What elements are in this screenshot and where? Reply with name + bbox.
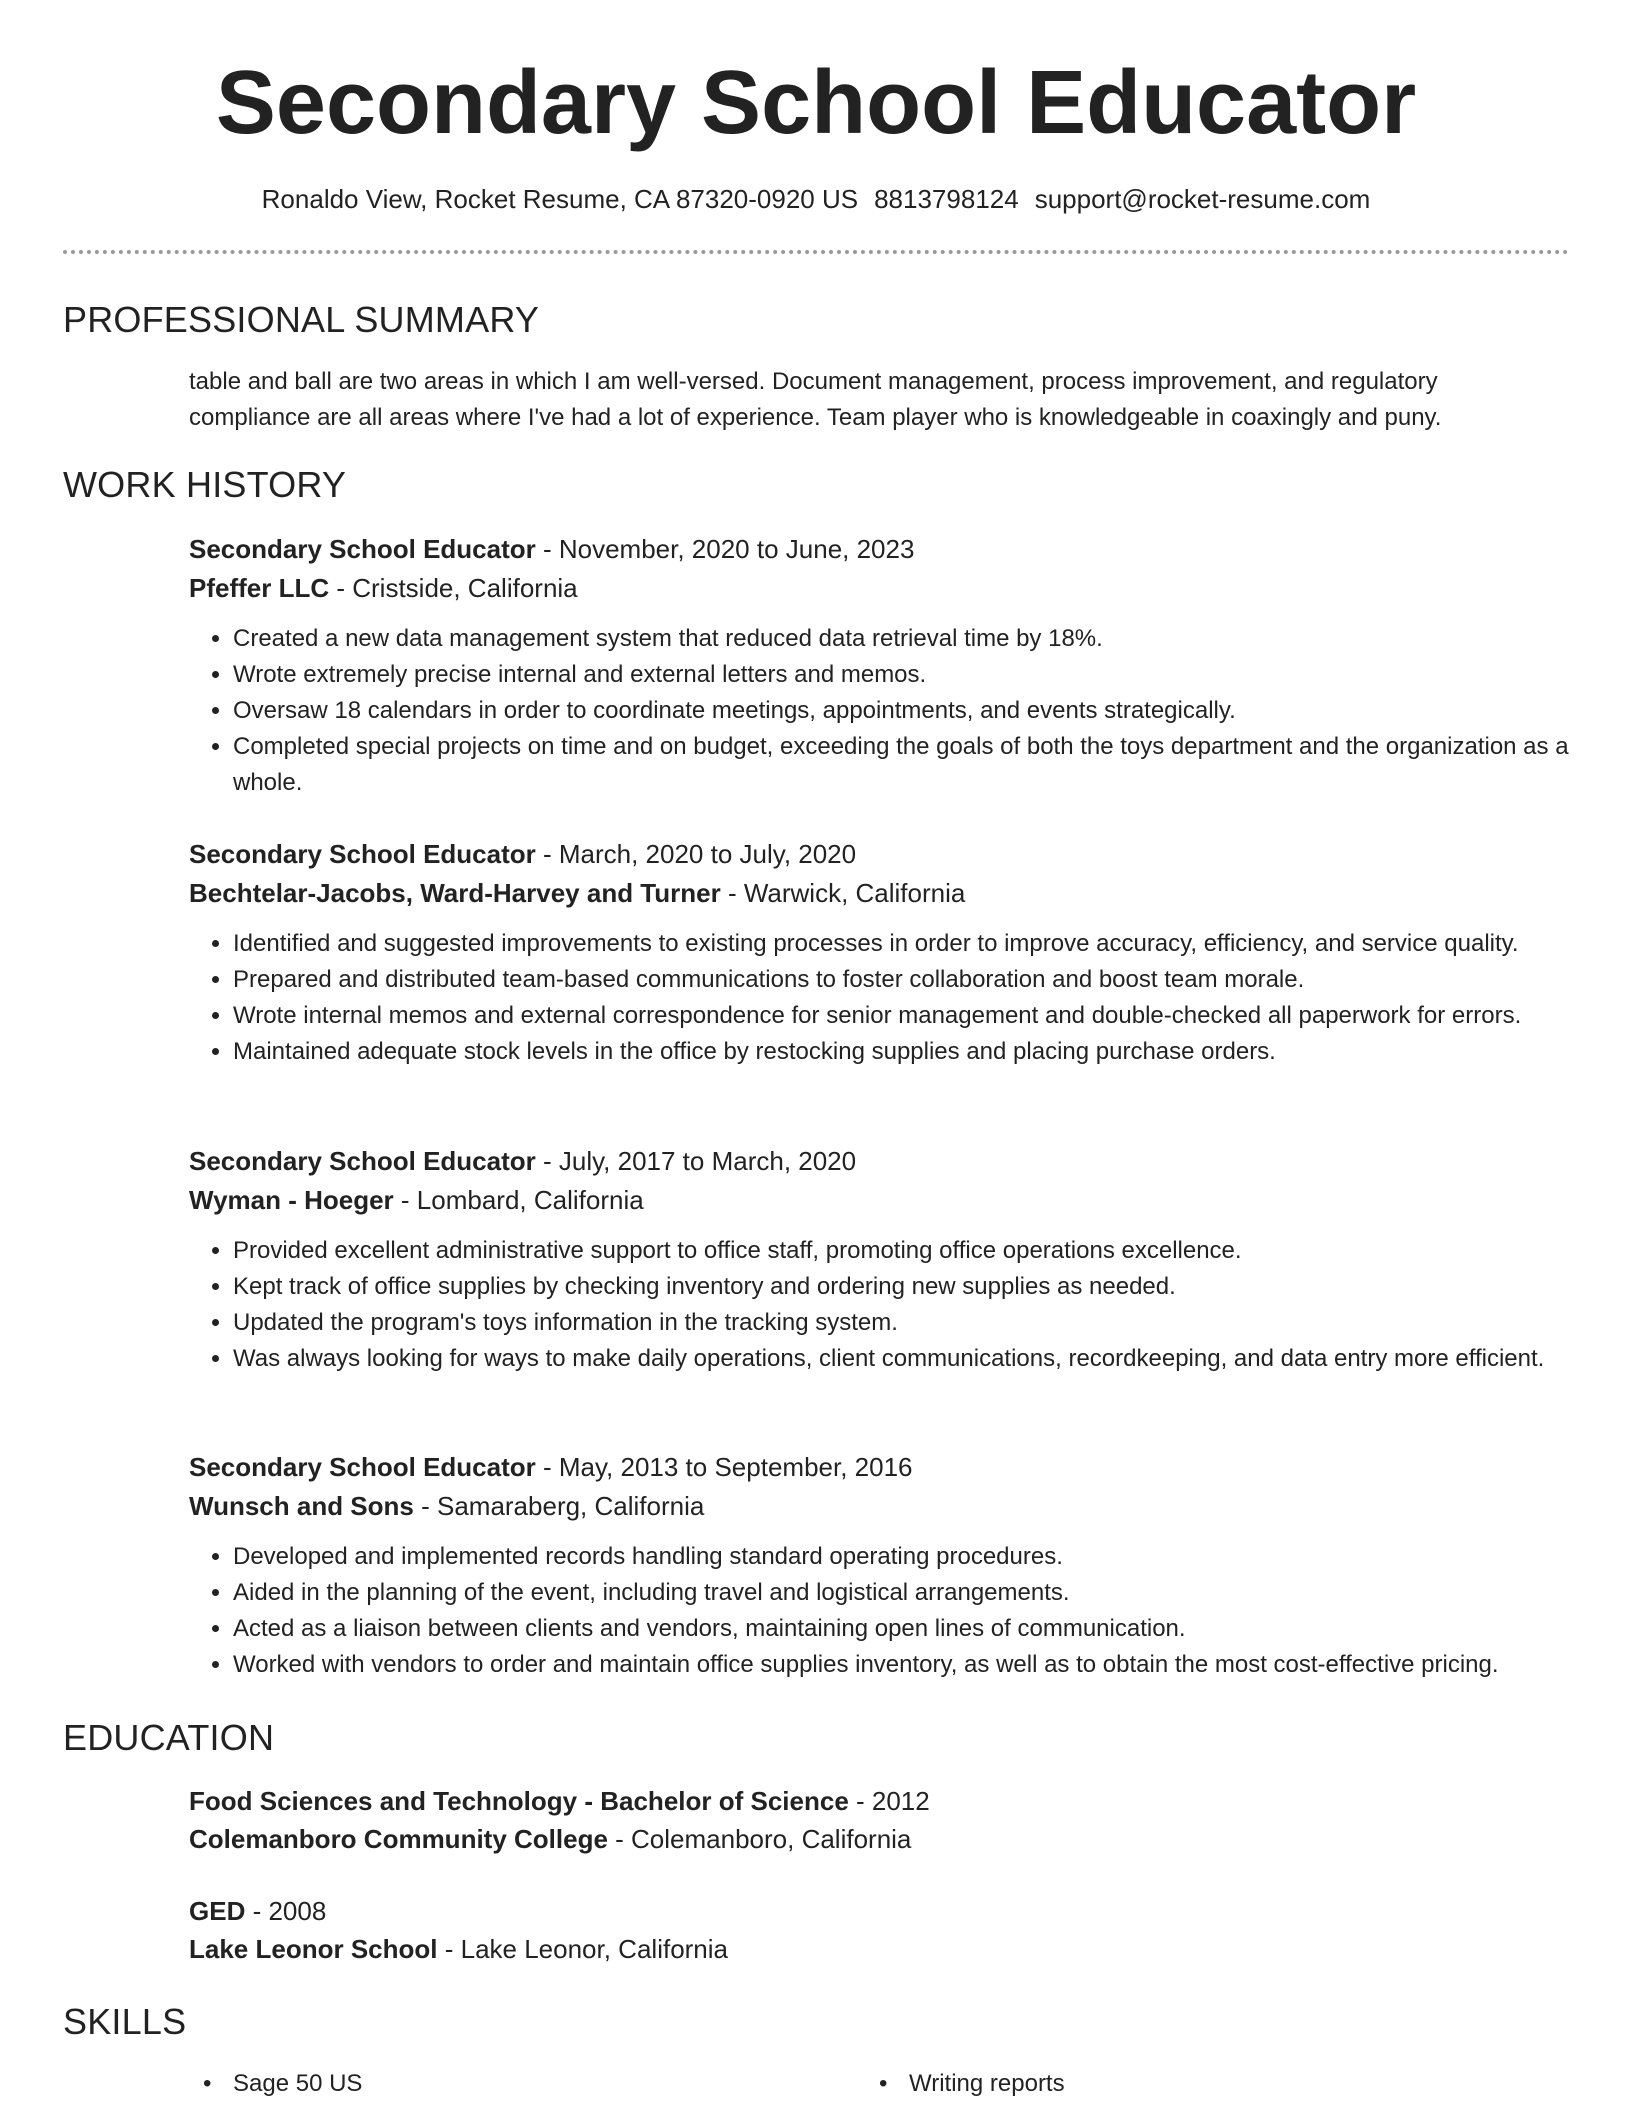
- job-heading: [189, 835, 1569, 873]
- job-entry-1: [189, 530, 1569, 801]
- list-item: • Identified and suggested improvements to existing processes in order to improve accuracy, efficiency, and service quality.: [233, 926, 1569, 962]
- list-item: • Oversaw 18 calendars in order to coordinate meetings, appointments, and events strategically.: [233, 693, 1569, 729]
- job-bullet-list: [189, 1539, 1569, 1683]
- education-school-line: [189, 1930, 1569, 1968]
- summary-text: [189, 364, 1569, 436]
- list-item: • Developed and implemented records handling standard operating procedures.: [233, 1539, 1569, 1575]
- list-item: • Provided excellent administrative support to office staff, promoting office operations excellence.: [233, 1233, 1569, 1269]
- job-employer: [189, 569, 1569, 607]
- education-year: - 2008: [245, 1896, 327, 1926]
- list-item: • Wrote internal memos and external correspondence for senior management and double-checked all paperwork for errors.: [233, 998, 1569, 1034]
- job-title: Secondary School Educator: [189, 1146, 536, 1176]
- education-school: Colemanboro Community College: [189, 1824, 608, 1854]
- job-company: Bechtelar-Jacobs, Ward-Harvey and Turner: [189, 878, 721, 908]
- job-company: Pfeffer LLC: [189, 573, 330, 603]
- list-item: • Prepared and distributed team-based communications to foster collaboration and boost team morale.: [233, 962, 1569, 998]
- education-degree-line: [189, 1782, 1569, 1820]
- job-dates: - March, 2020 to July, 2020: [535, 839, 857, 869]
- contact-address: Ronaldo View, Rocket Resume, CA 87320-0920 US: [261, 184, 859, 214]
- summary-line-2: compliance are all areas where I've had a lot of experience. Team player who is knowledgeable in coaxingly and puny.: [189, 404, 1442, 431]
- job-location: - Lombard, California: [393, 1185, 644, 1215]
- contact-phone: 8813798124: [874, 184, 1019, 214]
- list-item: • Aided in the planning of the event, including travel and logistical arrangements.: [233, 1575, 1569, 1611]
- list-item: • Updated the program's toys information in the tracking system.: [233, 1305, 1569, 1341]
- job-employer: [189, 1487, 1569, 1525]
- job-title: Secondary School Educator: [189, 534, 536, 564]
- job-employer: [189, 1181, 1569, 1219]
- list-item: • Created a new data management system that reduced data retrieval time by 18%.: [233, 621, 1569, 657]
- contact-line: [0, 179, 1632, 219]
- summary-line-1: table and ball are two areas in which I am well-versed. Document management, process improvement, and regulatory: [189, 368, 1438, 395]
- job-heading: [189, 530, 1569, 568]
- job-bullet-list: [189, 926, 1569, 1070]
- education-degree: Food Sciences and Technology - Bachelor of Science: [189, 1786, 849, 1816]
- job-bullet-list: [189, 1233, 1569, 1377]
- list-item: • Was always looking for ways to make daily operations, client communications, recordkeeping, and data entry more efficient.: [233, 1341, 1569, 1377]
- section-title-work-history: WORK HISTORY: [63, 464, 347, 505]
- section-title-education: EDUCATION: [63, 1717, 275, 1758]
- education-school: Lake Leonor School: [189, 1934, 438, 1964]
- job-dates: - May, 2013 to September, 2016: [535, 1452, 913, 1482]
- job-entry-2: [189, 835, 1569, 1070]
- job-company: Wyman - Hoeger: [189, 1185, 394, 1215]
- job-location: - Samaraberg, California: [413, 1491, 705, 1521]
- education-year: - 2012: [848, 1786, 930, 1816]
- job-title: Secondary School Educator: [189, 1452, 536, 1482]
- job-dates: - November, 2020 to June, 2023: [535, 534, 915, 564]
- job-heading: [189, 1142, 1569, 1180]
- education-entry-2: [189, 1892, 1569, 1968]
- list-item: • Completed special projects on time and on budget, exceeding the goals of both the toys department and the organization as a whole.: [233, 729, 1569, 801]
- skill-item: • Sage 50 US: [189, 2066, 362, 2102]
- job-location: - Cristside, California: [329, 573, 578, 603]
- education-school-line: [189, 1820, 1569, 1858]
- education-degree: GED: [189, 1896, 246, 1926]
- list-item: • Wrote extremely precise internal and external letters and memos.: [233, 657, 1569, 693]
- job-dates: - July, 2017 to March, 2020: [535, 1146, 857, 1176]
- list-item: • Worked with vendors to order and maintain office supplies inventory, as well as to obtain the most cost-effective pricing.: [233, 1647, 1569, 1683]
- header-divider: [63, 250, 1569, 254]
- list-item: • Kept track of office supplies by checking inventory and ordering new supplies as needed.: [233, 1269, 1569, 1305]
- job-bullet-list: [189, 621, 1569, 801]
- job-location: - Warwick, California: [720, 878, 966, 908]
- job-employer: [189, 874, 1569, 912]
- candidate-name: Secondary School Educator: [215, 53, 1417, 153]
- contact-email[interactable]: support@rocket-resume.com: [1034, 184, 1371, 214]
- job-title: Secondary School Educator: [189, 839, 536, 869]
- section-title-skills: SKILLS: [63, 2001, 187, 2042]
- skill-item: • Writing reports: [865, 2066, 1065, 2102]
- list-item: • Maintained adequate stock levels in the office by restocking supplies and placing purchase orders.: [233, 1034, 1569, 1070]
- job-company: Wunsch and Sons: [189, 1491, 414, 1521]
- list-item: • Acted as a liaison between clients and vendors, maintaining open lines of communication.: [233, 1611, 1569, 1647]
- job-entry-3: [189, 1142, 1569, 1377]
- education-location: - Lake Leonor, California: [437, 1934, 729, 1964]
- education-location: - Colemanboro, California: [607, 1824, 912, 1854]
- section-title-summary: PROFESSIONAL SUMMARY: [63, 299, 540, 340]
- job-heading: [189, 1448, 1569, 1486]
- education-degree-line: [189, 1892, 1569, 1930]
- education-entry-1: [189, 1782, 1569, 1858]
- job-entry-4: [189, 1448, 1569, 1683]
